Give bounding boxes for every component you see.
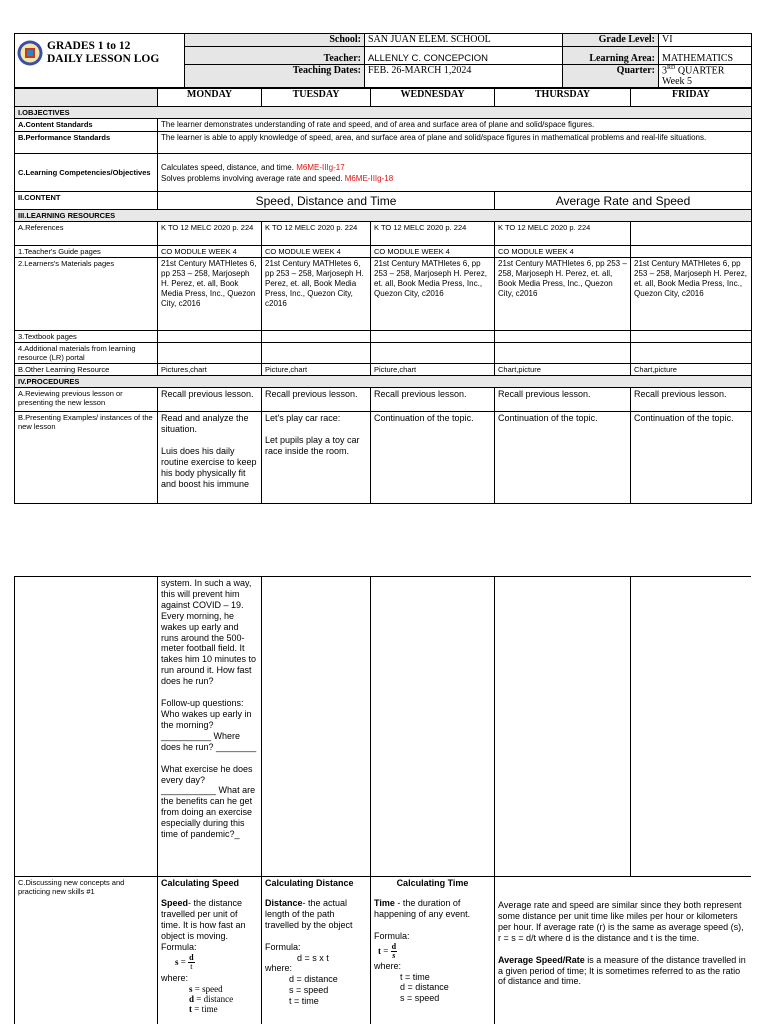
school-value: SAN JUAN ELEM. SCHOOL — [365, 34, 563, 47]
dates-value: FEB. 26-MARCH 1,2024 — [365, 65, 563, 88]
other-resources-thu: Chart,picture — [495, 364, 631, 376]
grade-label: Grade Level: — [563, 34, 659, 47]
reviewing-wed: Recall previous lesson. — [371, 388, 495, 412]
log-title-line1: GRADES 1 to 12 — [47, 40, 131, 52]
references-mon: K TO 12 MELC 2020 p. 224 — [158, 222, 262, 246]
teachers-guide-fri — [631, 246, 752, 258]
day-thursday: THURSDAY — [495, 89, 631, 107]
performance-standards-text: The learner is able to apply knowledge of speed, area, and surface area of plane and solid/space figures in mathematical problems and real-life situations. — [158, 132, 752, 154]
teachers-guide-label: 1.Teacher's Guide pages — [15, 246, 158, 258]
presenting-wed: Continuation of the topic. — [371, 412, 495, 504]
learners-materials-label: 2.Learners's Materials pages — [15, 258, 158, 331]
section-learning-resources: III.LEARNING RESOURCES — [15, 210, 752, 222]
presenting-mon: Read and analyze the situation. Luis does his daily routine exercise to keep his body physically fit and boost his immune — [158, 412, 262, 504]
lesson-table-page1 — [14, 88, 751, 504]
references-thu: K TO 12 MELC 2020 p. 224 — [495, 222, 631, 246]
performance-standards-label: B.Performance Standards — [15, 132, 158, 154]
day-friday: FRIDAY — [631, 89, 752, 107]
discussing-concepts-label: C.Discussing new concepts and practicing new skills #1 — [15, 877, 158, 1024]
other-resources-mon: Pictures,chart — [158, 364, 262, 376]
additional-materials-label: 4.Additional materials from learning resource (LR) portal — [15, 343, 158, 364]
area-label: Learning Area: — [563, 47, 659, 65]
learners-materials-tue: 21st Century MATHletes 6, pp 253 – 258, Marjoseph H. Perez, et. all, Book Media Press, Inc., Quezon City, c2016 — [262, 258, 371, 331]
lesson-table-page2 — [14, 576, 751, 1024]
day-wednesday: WEDNESDAY — [371, 89, 495, 107]
calculating-distance-cell: Calculating Distance Distance- the actual length of the path travelled by the object Formula: d = s x t where: d = distance s = speed t = time — [262, 877, 371, 1024]
log-title-line2: DAILY LESSON LOG — [47, 53, 160, 65]
section-procedures: IV.PROCEDURES — [15, 376, 752, 388]
quarter-value: 3RD QUARTER Week 5 — [659, 65, 752, 88]
calculating-time-cell: Calculating Time Time - the duration of happening of any event. Formula: t = $\frac{d}{s}$ where: t = time d = distance s = speed — [371, 877, 495, 1024]
teacher-value: ALLENLY C. CONCEPCION — [365, 47, 563, 65]
presenting-tue: Let's play car race: Let pupils play a toy car race inside the room. — [262, 412, 371, 504]
quarter-label: Quarter: — [563, 65, 659, 88]
references-fri — [631, 222, 752, 246]
reviewing-mon: Recall previous lesson. — [158, 388, 262, 412]
teachers-guide-tue: CO MODULE WEEK 4 — [262, 246, 371, 258]
logo-cell — [15, 34, 185, 88]
other-resources-fri: Chart,picture — [631, 364, 752, 376]
teacher-label: Teacher: — [185, 47, 365, 65]
calculating-speed-cell: Calculating Speed Speed- the distance travelled per unit of time. It is how fast an object is moving. Formula: s = $\frac{d}{t}$ where: s = speed d = distance t = time — [158, 877, 262, 1024]
content-standards-label: A.Content Standards — [15, 119, 158, 132]
textbook-pages-label: 3.Textbook pages — [15, 331, 158, 343]
presenting-fri: Continuation of the topic. — [631, 412, 752, 504]
learners-materials-wed: 21st Century MATHletes 6, pp 253 – 258, Marjoseph H. Perez, et. all, Book Media Press, Inc., Quezon City, c2016 — [371, 258, 495, 331]
calculating-time-title: Calculating Time — [396, 878, 469, 888]
learners-materials-thu: 21st Century MATHletes 6, pp 253 – 258, Marjoseph H. Perez, et. all, Book Media Press, Inc., Quezon City, c2016 — [495, 258, 631, 331]
other-resources-label: B.Other Learning Resource — [15, 364, 158, 376]
reviewing-tue: Recall previous lesson. — [262, 388, 371, 412]
distance-formula: d = s x t — [297, 952, 329, 963]
day-tuesday: TUESDAY — [262, 89, 371, 107]
references-wed: K TO 12 MELC 2020 p. 224 — [371, 222, 495, 246]
deped-seal-icon — [17, 40, 43, 66]
competencies-label: C.Learning Competencies/Objectives — [15, 154, 158, 192]
competency-code-1: M6ME-IIIg-17 — [296, 162, 345, 172]
reviewing-label: A.Reviewing previous lesson or presenting the new lesson — [15, 388, 158, 412]
day-monday: MONDAY — [158, 89, 262, 107]
header-table — [14, 33, 752, 88]
content-standards-text: The learner demonstrates understanding of rate and speed, and of area and surface area of plane and solid/space figures. — [158, 119, 752, 132]
content-title-left: Speed, Distance and Time — [158, 192, 495, 210]
grade-value: VI — [659, 34, 752, 47]
speed-formula: s = $\frac{d}{t}$ — [175, 953, 194, 972]
presenting-mon-continued: system. In such a way, this will prevent him against COVID – 19. Every morning, he wakes up early and runs around the 500-meter football field. It takes him 10 minutes to run around it. How fast does he run? Follow-up questions: Who wakes up early in the morning? __________ Where does he run? ________ What exercise he does every day? ___________ What are the benefits can he get from doing an exercise especially during this time of pandemic?_ — [158, 577, 262, 877]
presenting-examples-label: B.Presenting Examples/ instances of the new lesson — [15, 412, 158, 504]
reviewing-fri: Recall previous lesson. — [631, 388, 752, 412]
time-formula: t = $\frac{d}{s}$ — [378, 941, 397, 960]
area-value: MATHEMATICS — [659, 47, 752, 65]
presenting-thu: Continuation of the topic. — [495, 412, 631, 504]
reviewing-thu: Recall previous lesson. — [495, 388, 631, 412]
section-objectives: I.OBJECTIVES — [15, 107, 752, 119]
competency-code-2: M6ME-IIIg-18 — [344, 173, 394, 183]
average-rate-cell: Average rate and speed are similar since they both represent some distance per unit time like miles per hour or kilometers per hour. If average rate (r) is the same as average speed (s), r = s = d/t where d is the distance and t is the time. Average Speed/Rate is a measure of the distance travelled in a given period of time; It is sometimes referred to as the ratio of distance and time. — [495, 877, 752, 1024]
other-resources-tue: Picture,chart — [262, 364, 371, 376]
teachers-guide-mon: CO MODULE WEEK 4 — [158, 246, 262, 258]
references-label: A.References — [15, 222, 158, 246]
references-tue: K TO 12 MELC 2020 p. 224 — [262, 222, 371, 246]
teachers-guide-thu: CO MODULE WEEK 4 — [495, 246, 631, 258]
dates-label: Teaching Dates: — [185, 65, 365, 88]
other-resources-wed: Picture,chart — [371, 364, 495, 376]
header-block — [14, 33, 751, 88]
competencies-text: Calculates speed, distance, and time. M6ME-IIIg-17 Solves problems involving average rate and speed. M6ME-IIIg-18 — [158, 154, 752, 192]
learners-materials-mon: 21st Century MATHletes 6, pp 253 – 258, Marjoseph H. Perez, et. all, Book Media Press, Inc., Quezon City, c2016 — [158, 258, 262, 331]
calculating-speed-title: Calculating Speed — [161, 878, 240, 888]
content-title-right: Average Rate and Speed — [495, 192, 752, 210]
section-content: II.CONTENT — [15, 192, 158, 210]
teachers-guide-wed: CO MODULE WEEK 4 — [371, 246, 495, 258]
school-label: School: — [185, 34, 365, 47]
calculating-distance-title: Calculating Distance — [265, 878, 354, 888]
learners-materials-fri: 21st Century MATHletes 6, pp 253 – 258, Marjoseph H. Perez, et. all, Book Media Press, Inc., Quezon City, c2016 — [631, 258, 752, 331]
